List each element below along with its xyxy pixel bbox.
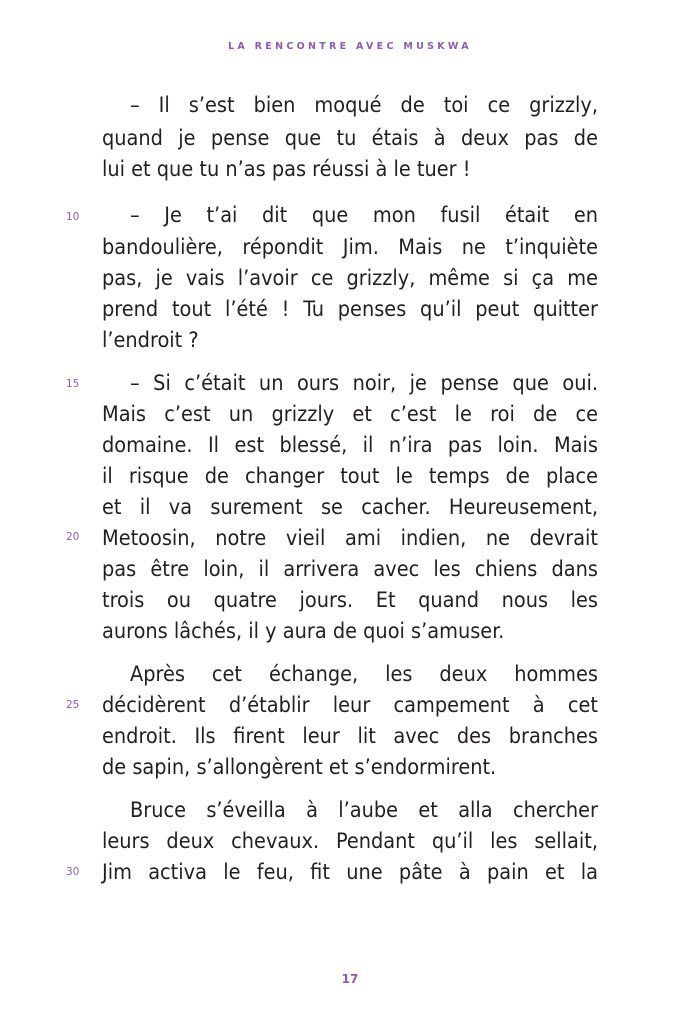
line-number: 30 [66,866,80,878]
text-line: Metoosin, notre vieil ami indien, ne devrait [102,526,598,551]
text-line: – Si c’était un ours noir, je pense que oui. [130,371,598,396]
text-line: l’endroit ? [102,328,199,353]
text-line: leurs deux chevaux. Pendant qu’il les sellait, [102,829,598,854]
text-line: quand je pense que tu étais à deux pas de [102,126,598,151]
text-line: il risque de changer tout le temps de place [102,464,598,489]
text-line: Mais c’est un grizzly et c’est le roi de ce [102,402,598,427]
text-line: prend tout l’été ! Tu penses qu’il peut quitter [102,297,598,322]
line-number: 15 [66,378,80,390]
text-line: lui et que tu n’as pas réussi à le tuer ! [102,157,471,182]
text-line: Jim activa le feu, fit une pâte à pain et la [102,860,598,885]
text-line: Après cet échange, les deux hommes [130,662,598,687]
text-line: de sapin, s’allongèrent et s’endormirent. [102,755,497,780]
text-line: pas être loin, il arrivera avec les chiens dans [102,557,598,582]
text-line: domaine. Il est blessé, il n’ira pas loin. Mais [102,433,598,458]
text-line: aurons lâchés, il y aura de quoi s’amuser. [102,619,505,644]
line-number: 10 [66,211,80,223]
text-line: pas, je vais l’avoir ce grizzly, même si ça me [102,266,598,291]
text-line: trois ou quatre jours. Et quand nous les [102,588,598,613]
running-head: LA RENCONTRE AVEC MUSKWA [228,41,472,52]
text-line: Bruce s’éveilla à l’aube et alla chercher [130,798,598,823]
text-line: bandoulière, répondit Jim. Mais ne t’inquiète [102,235,598,260]
line-number: 25 [66,699,80,711]
text-line: – Il s’est bien moqué de toi ce grizzly, [130,93,598,118]
text-line: endroit. Ils firent leur lit avec des branches [102,724,598,749]
line-number: 20 [66,531,80,543]
text-line: décidèrent d’établir leur campement à cet [102,693,598,718]
text-line: et il va surement se cacher. Heureusement, [102,495,598,520]
page-number: 17 [341,972,359,986]
text-line: – Je t’ai dit que mon fusil était en [130,203,598,228]
